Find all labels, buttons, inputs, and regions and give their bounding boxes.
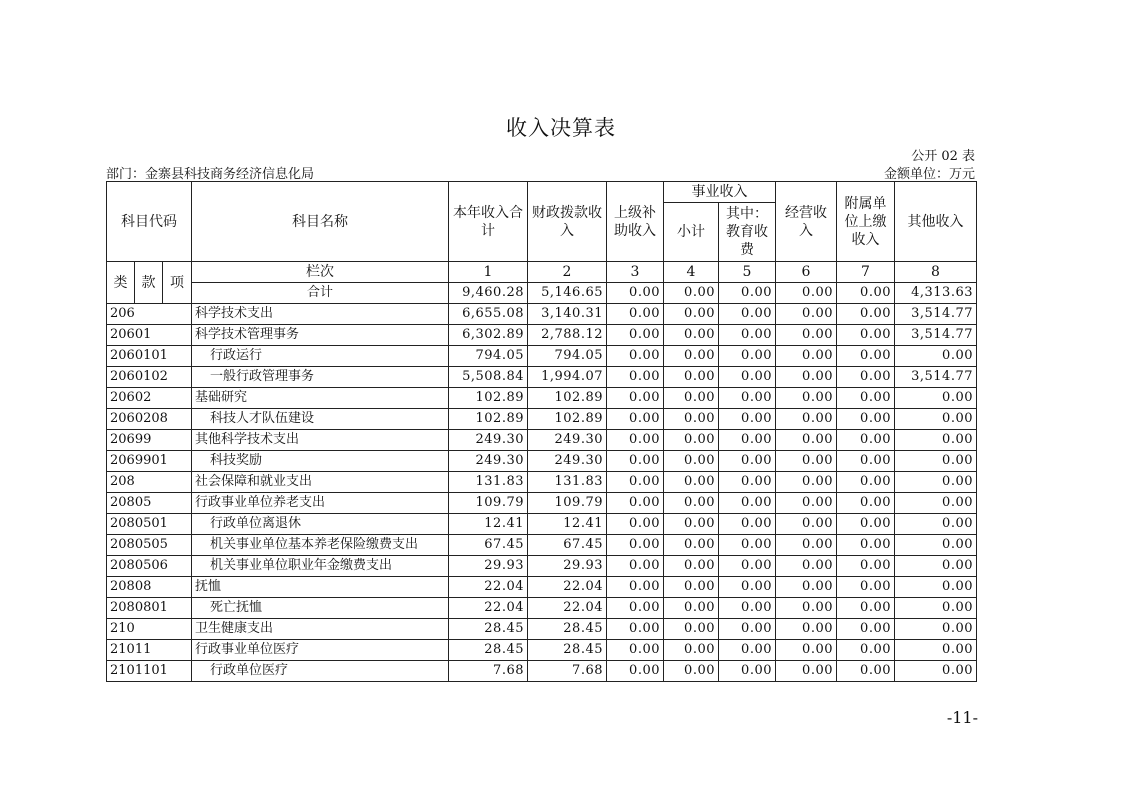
value-cell: 0.00 [895, 346, 977, 367]
col-number: 7 [837, 262, 895, 283]
value-cell: 249.30 [528, 430, 607, 451]
value-cell: 0.00 [719, 451, 776, 472]
value-cell: 0.00 [664, 409, 719, 430]
value-cell: 28.45 [449, 619, 528, 640]
table-row [107, 346, 977, 367]
subject-name-cell: 行政事业单位医疗 [192, 640, 449, 661]
col-number: 2 [528, 262, 607, 283]
value-cell: 0.00 [664, 556, 719, 577]
subject-name-cell: 机关事业单位职业年金缴费支出 [192, 556, 449, 577]
value-cell: 0.00 [719, 304, 776, 325]
subject-code-cell: 20699 [107, 430, 192, 451]
col-number: 1 [449, 262, 528, 283]
total-cell: 0.00 [664, 283, 719, 304]
value-cell: 0.00 [664, 451, 719, 472]
value-cell: 0.00 [895, 388, 977, 409]
col-number: 8 [895, 262, 977, 283]
value-cell: 28.45 [528, 619, 607, 640]
subject-code-cell: 2080801 [107, 598, 192, 619]
value-cell: 0.00 [719, 619, 776, 640]
value-cell: 0.00 [719, 577, 776, 598]
value-cell: 0.00 [895, 493, 977, 514]
value-cell: 0.00 [664, 640, 719, 661]
value-cell: 794.05 [528, 346, 607, 367]
subject-code-cell: 2060101 [107, 346, 192, 367]
form-number: 公开 02 表 [911, 149, 975, 164]
value-cell: 0.00 [776, 388, 837, 409]
table-row [107, 367, 977, 388]
value-cell: 0.00 [719, 661, 776, 682]
value-cell: 0.00 [837, 640, 895, 661]
value-cell: 0.00 [719, 346, 776, 367]
subject-code-cell: 2069901 [107, 451, 192, 472]
value-cell: 0.00 [719, 598, 776, 619]
value-cell: 249.30 [449, 451, 528, 472]
value-cell: 794.05 [449, 346, 528, 367]
value-cell: 0.00 [719, 535, 776, 556]
header-subject-name: 科目名称 [192, 182, 449, 262]
total-label: 合计 [192, 283, 449, 304]
table-row [107, 577, 977, 598]
value-cell: 0.00 [776, 640, 837, 661]
header-fiscal: 财政拨款收入 [528, 182, 607, 262]
subject-code-cell: 2080506 [107, 556, 192, 577]
subject-name-cell: 科学技术管理事务 [192, 325, 449, 346]
value-cell: 0.00 [719, 325, 776, 346]
value-cell: 0.00 [776, 367, 837, 388]
value-cell: 0.00 [837, 451, 895, 472]
value-cell: 0.00 [895, 430, 977, 451]
value-cell: 6,302.89 [449, 325, 528, 346]
subject-code-cell: 20602 [107, 388, 192, 409]
value-cell: 0.00 [664, 577, 719, 598]
value-cell: 0.00 [776, 535, 837, 556]
subject-name-cell: 死亡抚恤 [192, 598, 449, 619]
col-number: 4 [664, 262, 719, 283]
header-institution-subtotal: 小计 [664, 203, 719, 262]
department-label: 部门：金寨县科技商务经济信息化局 [106, 167, 315, 182]
value-cell: 0.00 [607, 304, 664, 325]
subject-code-cell: 2060208 [107, 409, 192, 430]
subject-name-cell: 基础研究 [192, 388, 449, 409]
value-cell: 0.00 [664, 430, 719, 451]
subject-code-cell: 20805 [107, 493, 192, 514]
subject-name-cell: 一般行政管理事务 [192, 367, 449, 388]
value-cell: 3,514.77 [895, 367, 977, 388]
value-cell: 0.00 [607, 619, 664, 640]
header-lanci: 栏次 [192, 262, 449, 283]
subject-name-cell: 其他科学技术支出 [192, 430, 449, 451]
value-cell: 0.00 [664, 388, 719, 409]
income-table [106, 181, 977, 682]
value-cell: 0.00 [719, 367, 776, 388]
value-cell: 0.00 [776, 514, 837, 535]
value-cell: 131.83 [449, 472, 528, 493]
page-number: -11- [946, 708, 978, 727]
value-cell: 0.00 [776, 409, 837, 430]
subject-code-cell: 206 [107, 304, 192, 325]
value-cell: 0.00 [719, 493, 776, 514]
value-cell: 22.04 [528, 598, 607, 619]
value-cell: 0.00 [895, 577, 977, 598]
value-cell: 1,994.07 [528, 367, 607, 388]
subject-name-cell: 科技奖励 [192, 451, 449, 472]
value-cell: 131.83 [528, 472, 607, 493]
header-institution-edu: 其中：教育收费 [719, 203, 776, 262]
value-cell: 3,514.77 [895, 304, 977, 325]
subject-name-cell: 抚恤 [192, 577, 449, 598]
total-cell: 0.00 [719, 283, 776, 304]
table-row [107, 430, 977, 451]
value-cell: 0.00 [664, 325, 719, 346]
value-cell: 102.89 [528, 409, 607, 430]
value-cell: 0.00 [607, 661, 664, 682]
value-cell: 0.00 [719, 409, 776, 430]
value-cell: 3,140.31 [528, 304, 607, 325]
value-cell: 67.45 [449, 535, 528, 556]
value-cell: 0.00 [837, 472, 895, 493]
value-cell: 0.00 [607, 577, 664, 598]
subject-code-cell: 20808 [107, 577, 192, 598]
value-cell: 7.68 [528, 661, 607, 682]
unit-label: 金额单位：万元 [883, 167, 975, 182]
value-cell: 0.00 [837, 598, 895, 619]
value-cell: 29.93 [449, 556, 528, 577]
value-cell: 0.00 [837, 619, 895, 640]
value-cell: 0.00 [719, 472, 776, 493]
value-cell: 109.79 [528, 493, 607, 514]
table-row [107, 619, 977, 640]
value-cell: 109.79 [449, 493, 528, 514]
value-cell: 0.00 [719, 514, 776, 535]
value-cell: 0.00 [607, 598, 664, 619]
total-cell: 9,460.28 [449, 283, 528, 304]
value-cell: 0.00 [837, 493, 895, 514]
value-cell: 0.00 [664, 535, 719, 556]
subject-code-cell: 2060102 [107, 367, 192, 388]
subject-name-cell: 行政单位离退休 [192, 514, 449, 535]
value-cell: 0.00 [664, 619, 719, 640]
value-cell: 0.00 [719, 640, 776, 661]
header-superior: 上级补助收入 [607, 182, 664, 262]
value-cell: 0.00 [837, 556, 895, 577]
subject-name-cell: 行政单位医疗 [192, 661, 449, 682]
value-cell: 0.00 [607, 409, 664, 430]
subject-code-cell: 21011 [107, 640, 192, 661]
value-cell: 0.00 [776, 472, 837, 493]
value-cell: 0.00 [664, 661, 719, 682]
value-cell: 0.00 [776, 661, 837, 682]
value-cell: 0.00 [664, 346, 719, 367]
value-cell: 0.00 [837, 661, 895, 682]
value-cell: 2,788.12 [528, 325, 607, 346]
value-cell: 0.00 [776, 493, 837, 514]
header-institution: 事业收入 [664, 182, 776, 203]
subject-name-cell: 科技人才队伍建设 [192, 409, 449, 430]
header-operating: 经营收入 [776, 182, 837, 262]
value-cell: 22.04 [528, 577, 607, 598]
subject-name-cell: 行政事业单位养老支出 [192, 493, 449, 514]
total-cell: 0.00 [607, 283, 664, 304]
value-cell: 0.00 [895, 598, 977, 619]
total-cell: 0.00 [837, 283, 895, 304]
value-cell: 0.00 [837, 577, 895, 598]
value-cell: 0.00 [607, 367, 664, 388]
value-cell: 102.89 [528, 388, 607, 409]
table-row [107, 556, 977, 577]
value-cell: 0.00 [719, 556, 776, 577]
value-cell: 0.00 [837, 409, 895, 430]
value-cell: 0.00 [607, 472, 664, 493]
value-cell: 0.00 [895, 514, 977, 535]
value-cell: 0.00 [607, 514, 664, 535]
value-cell: 0.00 [719, 388, 776, 409]
value-cell: 0.00 [607, 451, 664, 472]
value-cell: 0.00 [664, 493, 719, 514]
value-cell: 0.00 [607, 346, 664, 367]
value-cell: 0.00 [837, 346, 895, 367]
value-cell: 0.00 [607, 535, 664, 556]
value-cell: 0.00 [607, 556, 664, 577]
value-cell: 0.00 [776, 304, 837, 325]
value-cell: 0.00 [664, 472, 719, 493]
value-cell: 67.45 [528, 535, 607, 556]
subject-name-cell: 行政运行 [192, 346, 449, 367]
value-cell: 7.68 [449, 661, 528, 682]
col-number: 3 [607, 262, 664, 283]
value-cell: 0.00 [895, 409, 977, 430]
value-cell: 0.00 [895, 640, 977, 661]
value-cell: 0.00 [837, 388, 895, 409]
table-row [107, 451, 977, 472]
value-cell: 0.00 [895, 619, 977, 640]
table-row [107, 598, 977, 619]
subject-name-cell: 机关事业单位基本养老保险缴费支出 [192, 535, 449, 556]
table-row [107, 304, 977, 325]
subject-code-cell: 2080501 [107, 514, 192, 535]
subject-code-cell: 2080505 [107, 535, 192, 556]
value-cell: 12.41 [449, 514, 528, 535]
value-cell: 0.00 [664, 598, 719, 619]
value-cell: 0.00 [776, 430, 837, 451]
table-row [107, 640, 977, 661]
value-cell: 3,514.77 [895, 325, 977, 346]
value-cell: 0.00 [837, 325, 895, 346]
subject-name-cell: 社会保障和就业支出 [192, 472, 449, 493]
table-row [107, 388, 977, 409]
value-cell: 28.45 [528, 640, 607, 661]
value-cell: 0.00 [776, 325, 837, 346]
total-cell: 5,146.65 [528, 283, 607, 304]
value-cell: 0.00 [719, 430, 776, 451]
value-cell: 0.00 [664, 514, 719, 535]
value-cell: 22.04 [449, 577, 528, 598]
value-cell: 102.89 [449, 388, 528, 409]
header-xiang: 项 [163, 262, 192, 304]
table-row [107, 493, 977, 514]
value-cell: 0.00 [837, 514, 895, 535]
value-cell: 0.00 [776, 346, 837, 367]
value-cell: 0.00 [607, 388, 664, 409]
subject-code-cell: 208 [107, 472, 192, 493]
value-cell: 102.89 [449, 409, 528, 430]
value-cell: 0.00 [895, 535, 977, 556]
total-cell: 4,313.63 [895, 283, 977, 304]
value-cell: 0.00 [664, 367, 719, 388]
header-subject-code: 科目代码 [107, 182, 192, 262]
value-cell: 0.00 [895, 556, 977, 577]
header-affiliated: 附属单位上缴收入 [837, 182, 895, 262]
table-row [107, 325, 977, 346]
header-other: 其他收入 [895, 182, 977, 262]
subject-code-cell: 2101101 [107, 661, 192, 682]
value-cell: 0.00 [837, 367, 895, 388]
value-cell: 0.00 [776, 451, 837, 472]
value-cell: 0.00 [776, 556, 837, 577]
value-cell: 0.00 [607, 325, 664, 346]
value-cell: 0.00 [607, 640, 664, 661]
table-row [107, 472, 977, 493]
value-cell: 0.00 [837, 535, 895, 556]
table-row [107, 661, 977, 682]
subject-code-cell: 20601 [107, 325, 192, 346]
table-row [107, 535, 977, 556]
value-cell: 0.00 [664, 304, 719, 325]
total-row [107, 283, 977, 304]
value-cell: 249.30 [449, 430, 528, 451]
value-cell: 28.45 [449, 640, 528, 661]
value-cell: 0.00 [607, 430, 664, 451]
total-cell: 0.00 [776, 283, 837, 304]
value-cell: 22.04 [449, 598, 528, 619]
header-total: 本年收入合计 [449, 182, 528, 262]
value-cell: 0.00 [895, 472, 977, 493]
value-cell: 0.00 [776, 619, 837, 640]
header-kuan: 款 [135, 262, 163, 304]
subject-name-cell: 卫生健康支出 [192, 619, 449, 640]
column-number-row [107, 262, 977, 283]
value-cell: 0.00 [607, 493, 664, 514]
value-cell: 0.00 [776, 577, 837, 598]
subject-name-cell: 科学技术支出 [192, 304, 449, 325]
col-number: 5 [719, 262, 776, 283]
subject-code-cell: 210 [107, 619, 192, 640]
header-row-1 [107, 182, 977, 203]
col-number: 6 [776, 262, 837, 283]
value-cell: 249.30 [528, 451, 607, 472]
value-cell: 0.00 [837, 430, 895, 451]
table-row [107, 409, 977, 430]
value-cell: 0.00 [837, 304, 895, 325]
value-cell: 12.41 [528, 514, 607, 535]
value-cell: 0.00 [895, 451, 977, 472]
value-cell: 0.00 [895, 661, 977, 682]
value-cell: 5,508.84 [449, 367, 528, 388]
table-row [107, 514, 977, 535]
value-cell: 29.93 [528, 556, 607, 577]
value-cell: 6,655.08 [449, 304, 528, 325]
page-title: 收入决算表 [506, 116, 616, 140]
value-cell: 0.00 [776, 598, 837, 619]
header-lei: 类 [107, 262, 135, 304]
